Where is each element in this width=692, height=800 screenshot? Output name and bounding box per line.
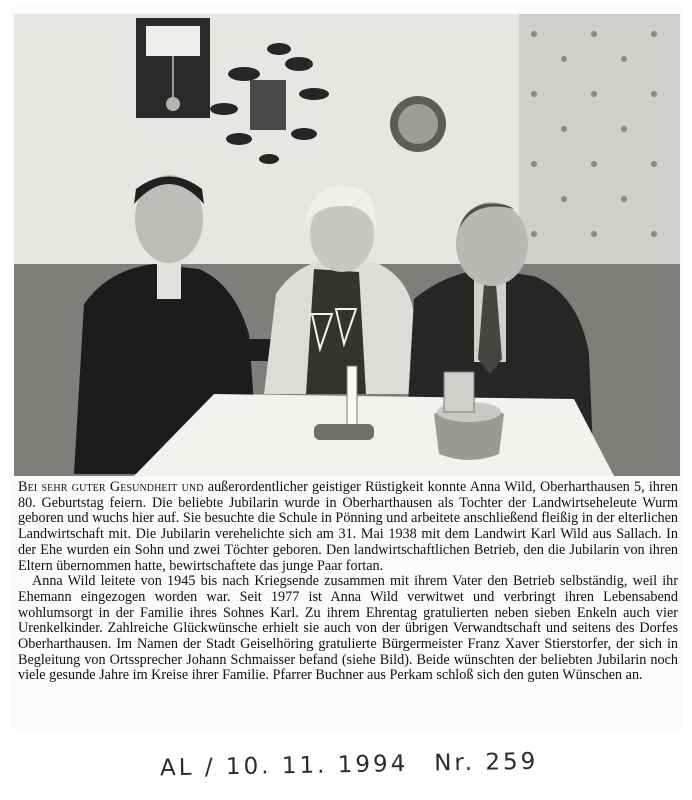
- handwritten-annotation: [160, 749, 540, 782]
- article-paragraph: [18, 480, 678, 574]
- handwritten-source-date: AL / 10. 11. 1994: [159, 750, 409, 782]
- article-lead: Bei sehr guter Gesundheit und: [18, 479, 204, 495]
- article-paragraph-text: außerordentlicher geistiger Rüstigkeit konnte Anna Wild, Oberharthausen 5, ihren 80. Geburtstag feiern. Die beliebte Jubilarin wurde in Oberharthausen als Tochter der Landwirtseheleute Wurm geboren und wuchs hier auf. Sie besuchte die Schule in Pönning und arbeitete anschließend fleißig in der elterlichen Landwirtschaft mit. Die Jubilarin verehelichte sich am 31. Mai 1938 mit dem Landwirt Karl Wild aus Sallach. In der Ehe wurden ein Sohn und zwei Töchter geboren. Den landwirtschaftlichen Betrieb, den die Jubilarin von ihren Eltern übernommen hatte, bewirtschaftete das junge Paar fortan.: [18, 479, 678, 574]
- article-body: [18, 480, 678, 684]
- article-paragraph: Anna Wild leitete von 1945 bis nach Kriegsende zusammen mit ihrem Vater den Betrieb selbständig, weil ihr Ehemann eingezogen worden war. Seit 1977 ist Anna Wild verwitwet und verbringt ihren Lebensabend wohlumsorgt in der Familie ihres Sohnes Karl. Zu ihrem Ehrentag gratulierten neben sieben Enkeln auch vier Urenkelkinder. Zahlreiche Glückwünsche erhielt sie auch von der übrigen Verwandtschaft und seitens des Dorfes Oberharthausen. Im Namen der Stadt Geiselhöring gratulierte Bürgermeister Franz Xaver Stierstorfer, der sich in Begleitung von Ortssprecher Johann Schmaisser befand (siehe Bild). Beide wünschten der beliebten Jubilarin noch viele gesunde Jahre im Kreise ihrer Familie. Pfarrer Buchner aus Perkam schloß sich den guten Wünschen an.: [18, 573, 678, 684]
- handwritten-number: Nr. 259: [433, 748, 539, 777]
- article-photo: [14, 14, 680, 476]
